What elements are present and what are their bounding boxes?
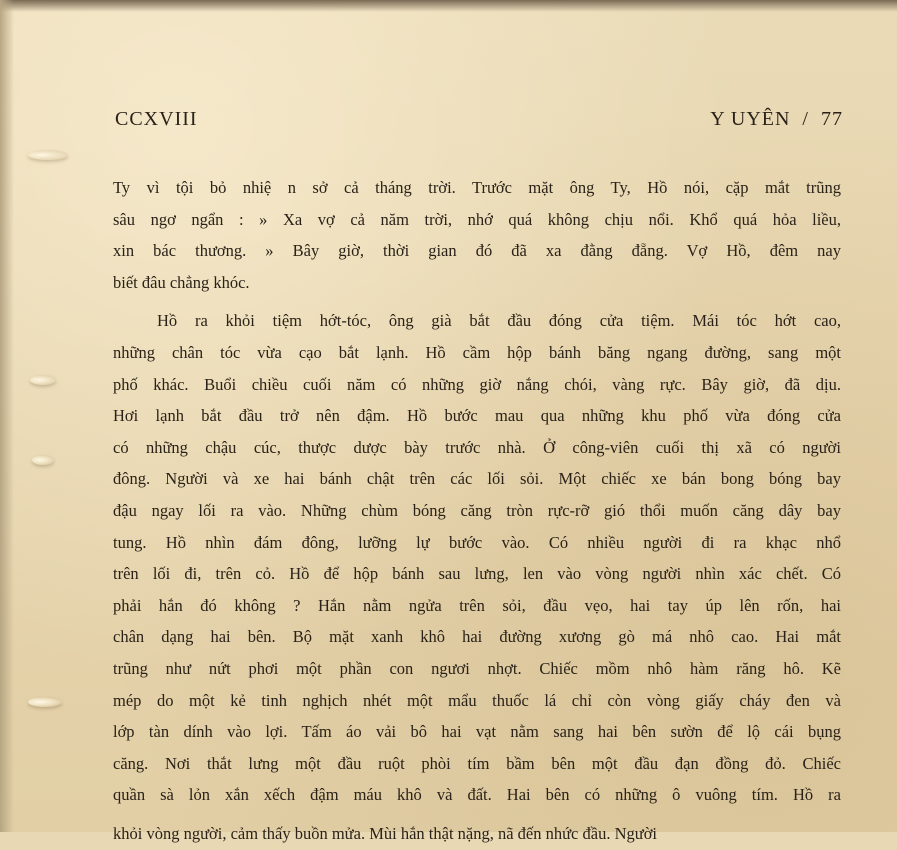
text-line: căng. Nơi thắt lưng một đầu ruột phòi tím bầm bên một đầu đạn đồng đỏ. Chiếc [113,753,841,773]
binding-hole-mark [28,150,68,160]
page-header [115,108,843,136]
text-line: những chân tóc vừa cạo bắt lạnh. Hồ cầm hộp bánh băng ngang đường, sang một [113,342,841,362]
text-line: mép do một kẻ tinh nghịch nhét một mẩu thuốc lá chỉ còn vòng giấy cháy đen và [113,690,841,710]
binding-hole-mark [32,455,54,465]
body-text [113,172,841,811]
paragraph [113,305,841,811]
text-line: sâu ngơ ngẩn : » Xa vợ cả năm trời, nhớ quá không chịu nổi. Khổ quá hỏa liều, [113,209,841,229]
cut-off-text-line: khỏi vòng người, cảm thấy buồn mửa. Mùi hắn thật nặng, nã đến nhức đầu. Người [113,824,658,843]
text-line: phố khác. Buổi chiều cuối năm có những giờ nắng chói, vàng rực. Bây giờ, đã dịu. [113,374,841,394]
text-line: trên lối đi, trên cỏ. Hồ để hộp bánh sau lưng, len vào vòng người nhìn xác chết. Có [113,564,841,584]
text-line: Ty vì tội bỏ nhiệ n sở cả tháng trời. Trước mặt ông Ty, Hồ nói, cặp mắt trũng [113,178,841,197]
text-line: đậu ngay lối ra vào. Những chùm bóng căng tròn rực-rỡ gió thổi muốn căng dây bay [113,500,841,520]
text-line: chân dạng hai bên. Bộ mặt xanh khô hai đường xương gò má nhô cao. Hai mắt [113,627,841,647]
running-title-page-number: Y UYÊN / 77 [710,108,843,130]
chapter-number: CCXVIII [115,108,198,130]
paragraph-gap [113,298,841,305]
text-line: Hơi lạnh bắt đầu trở nên đậm. Hồ bước mau qua những khu phố vừa đóng cửa [113,406,841,426]
text-line: có những chậu cúc, thược dược bày trước nhà. Ở công-viên cuối thị xã có người [113,437,841,457]
text-line: phải hắn đó không ? Hắn nằm ngửa trên sỏi, đầu vẹo, hai tay úp lên rốn, hai [113,595,841,615]
text-line: xin bác thương. » Bây giờ, thời gian đó đã xa đằng đẵng. Vợ Hồ, đêm nay [113,241,841,261]
text-line: Hồ ra khỏi tiệm hớt-tóc, ông già bắt đầu đóng cửa tiệm. Mái tóc hớt cao, [157,311,841,331]
binding-hole-mark [28,697,62,707]
text-line: tung. Hồ nhìn đám đông, lưỡng lự bước vào. Có nhiều người đi ra khạc nhổ [113,532,841,552]
text-line: biết đâu chẳng khóc. [113,272,250,292]
paragraph [113,172,841,298]
binding-hole-mark [30,375,56,385]
page-top-edge [0,0,897,12]
text-line: lớp tàn dính vào lợi. Tấm áo vải bô hai vạt nằm sang hai bên sườn để lộ cái bụng [113,722,841,742]
text-line: trũng như nứt phơi một phần con ngươi nhợt. Chiếc mồm nhô hàm răng hô. Kẽ [113,658,841,678]
text-line: đông. Người và xe hai bánh chật trên các lối sỏi. Một chiếc xe bán bong bóng bay [113,469,841,489]
page-left-edge [0,0,14,832]
text-line: quần sà lỏn xắn xếch đậm máu khô và đất. Hai bên có những ô vuông tím. Hồ ra [113,785,841,805]
